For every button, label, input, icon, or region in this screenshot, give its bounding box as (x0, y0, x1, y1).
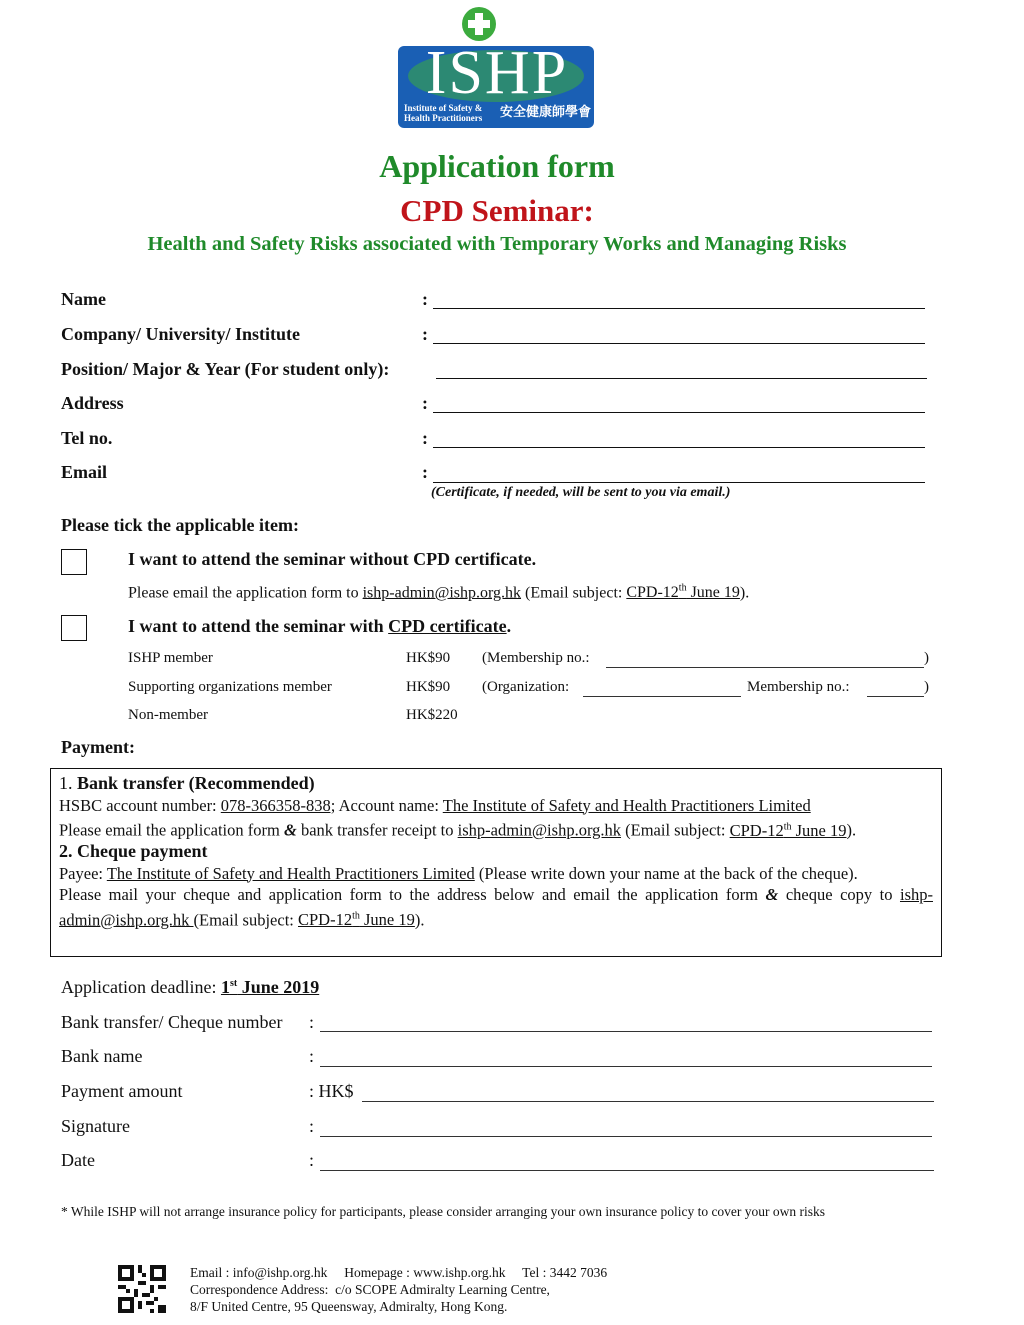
account-name: The Institute of Safety and Health Practitioners Limited (442, 795, 811, 815)
hsbc-label: HSBC account number: (59, 795, 221, 815)
fee-extra: Membership no.: (747, 679, 850, 695)
field-label-cheque-number: Bank transfer/ Cheque number (61, 1012, 283, 1032)
email-subject (730, 821, 847, 840)
seminar-heading: CPD Seminar: (400, 193, 594, 228)
signature-field[interactable] (320, 1136, 932, 1137)
cheque-number-field[interactable] (320, 1031, 932, 1032)
deadline-day: 1 (220, 977, 230, 997)
logo-name-zh: 安全健康師學會 (500, 105, 592, 120)
form-title: Application form (379, 148, 615, 184)
footer-contact: Email : info@ishp.org.hk Homepage : www.ishp.org.hk Tel : 3442 7036 (190, 1265, 608, 1280)
name-field[interactable] (433, 308, 925, 309)
fee-extra: (Membership no.: (482, 650, 590, 666)
fee-type: ISHP member (128, 650, 213, 666)
bank-instructions (59, 816, 933, 841)
subject-text: June 19 (359, 910, 415, 929)
ishp-logo (396, 4, 598, 130)
fee-price: HK$220 (406, 707, 458, 723)
email-field[interactable] (433, 482, 925, 483)
field-label-company: Company/ University/ Institute (61, 324, 301, 344)
fee-extra: ) (924, 650, 929, 666)
organization-field[interactable] (583, 696, 741, 697)
field-sep: : HK$ (309, 1081, 354, 1101)
field-sep: : (309, 1046, 315, 1066)
payee-label: Payee: (59, 863, 107, 883)
fee-price: HK$90 (406, 679, 451, 695)
deadline-label: Application deadline: (61, 977, 221, 997)
instr-text: ). (739, 584, 750, 602)
tel-field[interactable] (433, 447, 925, 448)
position-field[interactable] (436, 378, 927, 379)
footer-address-1: Correspondence Address: c/o SCOPE Admiralty Learning Centre, (190, 1282, 550, 1297)
deadline-rest: June 2019 (237, 977, 320, 997)
email-subject (298, 910, 415, 929)
fee-extra: ) (924, 679, 929, 695)
field-sep: : (422, 324, 428, 344)
logo-acronym: ISHP (425, 39, 569, 107)
cheque-instructions (59, 884, 933, 931)
account-name-label: Account name: (335, 795, 443, 815)
subject-text: June 19 (791, 820, 847, 840)
payee-line (59, 863, 933, 885)
company-field[interactable] (433, 343, 925, 344)
membership-no-field[interactable] (606, 667, 924, 668)
option-text: . (506, 616, 512, 636)
instr-text: Please mail your cheque and application form to the address below and email the application form (59, 885, 766, 904)
subject-text: CPD-12 (729, 820, 784, 840)
instr-text: cheque copy to (778, 885, 900, 904)
instr-text: Please email the application form (59, 820, 284, 840)
hsbc-line (59, 795, 933, 817)
instr-text: ). (414, 910, 425, 929)
logo-name-en-2: Health Practitioners (404, 113, 483, 123)
field-sep: : (309, 1116, 315, 1136)
logo-name-en-1: Institute of Safety & (404, 103, 483, 113)
ampersand: & (765, 885, 779, 904)
payee-name: The Institute of Safety and Health Practitioners Limited (106, 863, 475, 883)
bank-title-num: 1. (59, 773, 77, 793)
payment-instructions-box (50, 768, 942, 957)
seminar-topic: Health and Safety Risks associated with Temporary Works and Managing Risks (147, 233, 847, 255)
payment-heading: Payment: (61, 737, 135, 757)
subject-text: June 19 (686, 584, 740, 602)
payee-note: (Please write down your name at the back of the cheque). (474, 863, 858, 883)
field-sep: : (309, 1012, 315, 1032)
option-without-cert-checkbox[interactable] (61, 549, 87, 575)
ampersand: & (283, 820, 297, 840)
org-membership-no-field[interactable] (867, 696, 924, 697)
instr-text: bank transfer receipt to (296, 820, 458, 840)
option-text-underlined: CPD certificate (388, 616, 507, 636)
deadline-date (221, 977, 319, 997)
bank-transfer-title (59, 773, 933, 795)
field-sep: : (309, 1150, 315, 1170)
subject-sup: th (352, 910, 360, 922)
option-without-cert-instructions (128, 583, 749, 602)
qr-code[interactable] (118, 1265, 166, 1313)
field-label-tel: Tel no. (61, 428, 113, 448)
instr-text: ). (846, 820, 857, 840)
deadline-sup: st (229, 978, 238, 989)
cheque-title: 2. Cheque payment (59, 841, 208, 861)
subject-sup: th (678, 583, 687, 594)
payment-amount-field[interactable] (362, 1101, 934, 1102)
field-label-name: Name (61, 289, 106, 309)
email-subject (626, 584, 740, 601)
instr-text: (Email subject: (621, 820, 730, 840)
instr-text: (Email subject: (193, 910, 298, 929)
option-without-cert-label: I want to attend the seminar without CPD certificate. (128, 549, 537, 569)
field-label-email: Email (61, 462, 108, 482)
admin-email-link[interactable]: ishp-admin@ishp.org.hk (457, 820, 622, 840)
insurance-disclaimer: * While ISHP will not arrange insurance policy for participants, please consider arranging your own insurance policy to cover your own risks (61, 1204, 826, 1219)
field-sep: : (422, 428, 428, 448)
tick-heading: Please tick the applicable item: (61, 515, 299, 535)
field-label-date: Date (61, 1150, 95, 1170)
field-label-address: Address (61, 393, 124, 413)
hsbc-number: 078-366358-838; (220, 795, 336, 815)
option-with-cert-label (128, 616, 511, 637)
field-label-payment-amount: Payment amount (61, 1081, 183, 1101)
fee-type: Supporting organizations member (128, 679, 332, 695)
email-note: (Certificate, if needed, will be sent to you via email.) (431, 485, 731, 500)
option-with-cert-checkbox[interactable] (61, 615, 87, 641)
bank-name-field[interactable] (320, 1066, 932, 1067)
option-text: I want to attend the seminar with (128, 616, 389, 636)
field-label-signature: Signature (61, 1116, 130, 1136)
bank-title-text: Bank transfer (Recommended) (77, 773, 315, 793)
instr-text: (Email subject: (521, 584, 627, 602)
field-sep: : (422, 393, 428, 413)
footer-address-2: 8/F United Centre, 95 Queensway, Admiralty, Hong Kong. (190, 1299, 508, 1314)
admin-email-link[interactable]: ishp-admin@ishp.org.hk (59, 885, 933, 929)
field-label-position: Position/ Major & Year (For student only): (61, 359, 390, 379)
field-sep: : (422, 289, 428, 309)
admin-email-link[interactable]: ishp-admin@ishp.org.hk (362, 584, 522, 602)
subject-sup: th (783, 821, 792, 832)
subject-text: CPD-12 (626, 584, 679, 602)
fee-extra: (Organization: (482, 679, 570, 695)
fee-type: Non-member (128, 707, 208, 723)
subject-text: CPD-12 (298, 910, 353, 929)
application-deadline (61, 977, 319, 998)
field-sep: : (422, 462, 428, 482)
date-field[interactable] (320, 1170, 934, 1171)
fee-price: HK$90 (406, 650, 451, 666)
field-label-bank-name: Bank name (61, 1046, 143, 1066)
instr-text: Please email the application form to (128, 584, 363, 602)
address-field[interactable] (433, 412, 925, 413)
